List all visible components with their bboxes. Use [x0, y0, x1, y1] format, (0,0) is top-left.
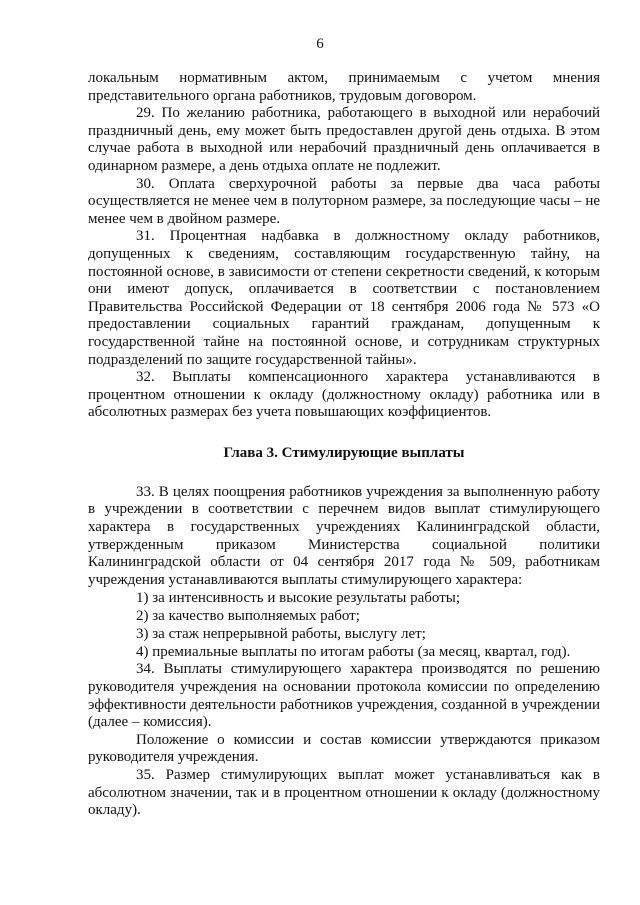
payments-list: [88, 589, 600, 661]
list-item: 4) премиальные выплаты по итогам работы (за месяц, квартал, год).: [136, 644, 571, 661]
paragraph-33: 33. В целях поощрения работников учреждения за выполненную работу в учреждении в соответствии с перечнем видов выплат стимулирующего характера в государственных учреждениях Калининградской области, утвержденным приказом Министерства социальной политики Калининградской области от 04 сентября 2017 года № 509, работникам учреждения устанавливаются выплаты стимулирующего характера:: [88, 483, 600, 588]
paragraph-commission: Положение о комиссии и состав комиссии утверждаются приказом руководителя учреждения.: [88, 731, 600, 766]
page-number: 6: [316, 36, 324, 52]
paragraph-35: 35. Размер стимулирующих выплат может устанавливаться как в абсолютном значении, так и в процентном отношении к окладу (должностному окладу).: [88, 767, 600, 819]
paragraph-continuation: локальным нормативным актом, принимаемым с учетом мнения представительного органа работников, трудовым договором.: [88, 70, 600, 104]
list-item: 1) за интенсивность и высокие результаты работы;: [136, 590, 460, 607]
paragraph-32: 32. Выплаты компенсационного характера устанавливаются в процентном отношении к окладу (должностному окладу) работника или в абсолютных размерах без учета повышающих коэффициентов.: [88, 369, 600, 421]
paragraph-31: 31. Процентная надбавка в должностному окладу работников, допущенных к сведениям, составляющим государственную тайну, на постоянной основе, в зависимости от степени секретности сведений, к которым они имеют допуск, оплачивается в соответствии с постановлением Правительства Российской Федерации от 18 сентября 2006 года № 573 «О предоставлении социальных гарантий гражданам, допущенным к государственной тайне на постоянной основе, и сотрудникам структурных подразделений по защите государственной тайны».: [88, 228, 600, 368]
list-item: 2) за качество выполняемых работ;: [136, 608, 360, 625]
paragraph-34: 34. Выплаты стимулирующего характера производятся по решению руководителя учреждения на основании протокола комиссии по определению эффективности деятельности работников учреждения, созданной в учреждении (далее – комиссия).: [88, 661, 600, 731]
list-item: 3) за стаж непрерывной работы, выслугу лет;: [136, 626, 426, 643]
document-body: [88, 70, 600, 820]
paragraph-29: 29. По желанию работника, работающего в выходной или нерабочий праздничный день, ему может быть предоставлен другой день отдыха. В этом случае работа в выходной или нерабочий праздничный день оплачивается в одинарном размере, а день отдыха оплате не подлежит.: [88, 105, 600, 174]
chapter-heading: Глава 3. Стимулирующие выплаты: [223, 444, 465, 461]
paragraph-30: 30. Оплата сверхурочной работы за первые два часа работы осуществляется не менее чем в полуторном размере, за последующие часы – не менее чем в двойном размере.: [88, 175, 600, 227]
